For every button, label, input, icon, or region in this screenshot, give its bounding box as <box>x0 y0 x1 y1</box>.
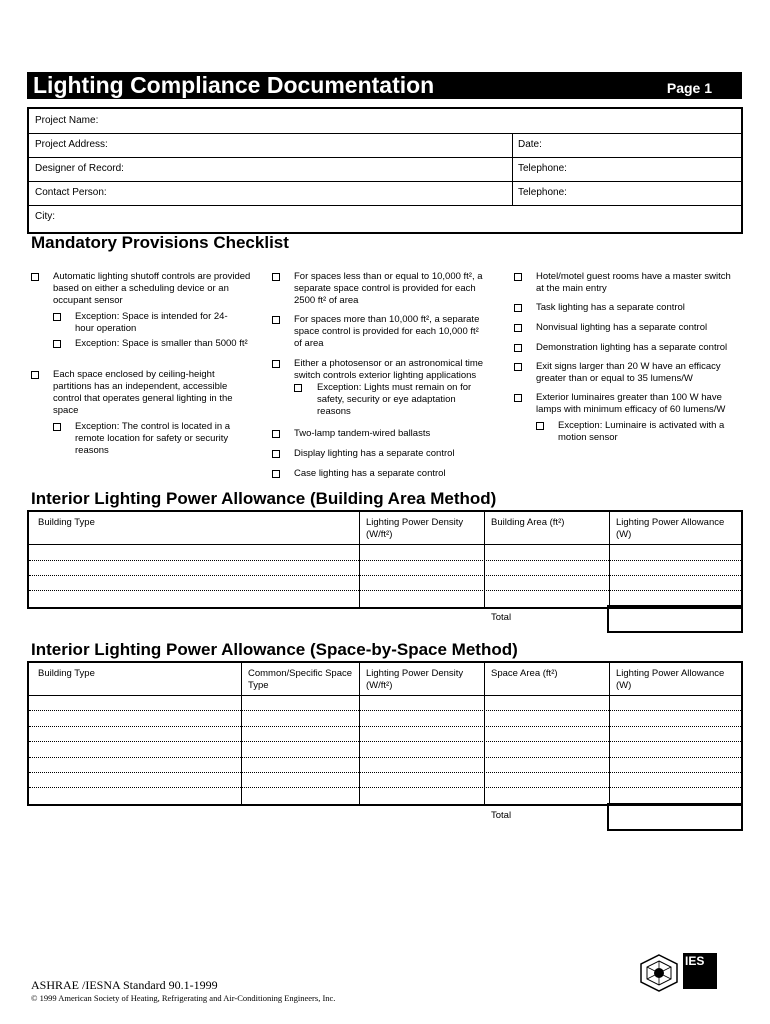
title-bar <box>27 72 742 99</box>
project-address-label: Project Address: <box>35 139 108 150</box>
checklist-item[interactable]: Exit signs larger than 20 W have an efficacy greater than or equal to 35 lumens/W <box>514 361 744 392</box>
checklist-item[interactable]: Each space enclosed by ceiling-height partitions has an independent, accessible control that operates general lighting in the space <box>31 369 251 421</box>
total-input[interactable] <box>607 605 743 633</box>
column-line <box>609 512 610 607</box>
date-label: Date: <box>518 139 542 150</box>
checkbox-icon[interactable] <box>31 371 39 379</box>
checkbox-icon[interactable] <box>272 450 280 458</box>
checkbox-icon[interactable] <box>272 273 280 281</box>
checklist-column-2 <box>272 271 502 484</box>
checklist-item[interactable]: Automatic lighting shutoff controls are provided based on either a scheduling device or an occupant sensor <box>31 271 251 311</box>
row-line <box>29 787 741 788</box>
row-divider <box>512 157 513 181</box>
checklist-item[interactable]: Exception: Space is smaller than 5000 ft² <box>31 338 251 369</box>
column-header: Common/Specific Space Type <box>248 668 353 691</box>
checklist-item[interactable]: Exception: Luminaire is activated with a motion sensor <box>514 420 744 446</box>
checklist-item[interactable]: Nonvisual lighting has a separate control <box>514 322 744 342</box>
row-line <box>29 726 741 727</box>
project-info-box <box>27 107 743 234</box>
checkbox-icon[interactable] <box>514 324 522 332</box>
checklist-item[interactable]: Hotel/motel guest rooms have a master switch at the main entry <box>514 271 744 302</box>
project-name-row[interactable] <box>29 109 741 134</box>
checkbox-icon[interactable] <box>53 340 61 348</box>
checklist-item[interactable]: For spaces less than or equal to 10,000 ft², a separate space control is provided for each 2500 ft² of area <box>272 271 502 314</box>
project-name-label: Project Name: <box>35 115 99 126</box>
building-area-table <box>27 510 743 609</box>
page-title: Lighting Compliance Documentation <box>33 72 435 98</box>
checklist-item[interactable]: Exception: Space is intended for 24-hour operation <box>31 311 251 338</box>
checkbox-icon[interactable] <box>514 273 522 281</box>
checkbox-icon[interactable] <box>272 470 280 478</box>
checklist-item[interactable]: Exception: Lights must remain on for safety, security or eye adaptation reasons <box>272 382 502 428</box>
column-header: Space Area (ft²) <box>491 668 558 679</box>
row-line <box>29 757 741 758</box>
checklist-item[interactable]: Task lighting has a separate control <box>514 302 744 322</box>
checklist-item[interactable]: Display lighting has a separate control <box>272 448 502 468</box>
checkbox-icon[interactable] <box>514 304 522 312</box>
row-line <box>29 590 741 591</box>
telephone-label: Telephone: <box>518 163 567 174</box>
ashrae-emblem-icon <box>638 953 680 993</box>
checkbox-icon[interactable] <box>536 422 544 430</box>
checklist-item[interactable]: Either a photosensor or an astronomical time switch controls exterior lighting applications <box>272 358 502 382</box>
column-line <box>241 663 242 804</box>
checkbox-icon[interactable] <box>514 394 522 402</box>
row-divider <box>512 181 513 205</box>
checkbox-icon[interactable] <box>514 363 522 371</box>
row-line <box>29 560 741 561</box>
row-line <box>29 710 741 711</box>
column-header: Building Type <box>38 517 95 528</box>
checklist-item[interactable]: Case lighting has a separate control <box>272 468 502 484</box>
space-by-space-table <box>27 661 743 806</box>
checklist-item[interactable]: Demonstration lighting has a separate control <box>514 342 744 361</box>
designer-label: Designer of Record: <box>35 163 124 174</box>
project-address-row[interactable] <box>29 133 741 158</box>
page-number: Page 1 <box>666 80 712 96</box>
checkbox-icon[interactable] <box>272 360 280 368</box>
column-header: Building Area (ft²) <box>491 517 565 528</box>
city-label: City: <box>35 211 55 222</box>
standard-label: ASHRAE /IESNA Standard 90.1-1999 <box>31 978 218 992</box>
column-header: Lighting Power Density (W/ft²) <box>366 517 464 540</box>
telephone-label: Telephone: <box>518 187 567 198</box>
ies-logo <box>683 953 717 989</box>
checkbox-icon[interactable] <box>272 316 280 324</box>
column-line <box>359 663 360 804</box>
row-line <box>29 741 741 742</box>
row-line <box>29 575 741 576</box>
column-header: Lighting Power Allowance (W) <box>616 668 725 691</box>
checklist-column-1 <box>31 271 251 461</box>
row-line <box>29 695 741 696</box>
building-area-heading: Interior Lighting Power Allowance (Building Area Method) <box>31 489 497 508</box>
checklist-item[interactable]: Exterior luminaires greater than 100 W have lamps with minimum efficacy of 60 lumens/W <box>514 392 744 420</box>
column-header: Lighting Power Allowance (W) <box>616 517 725 540</box>
checklist-heading: Mandatory Provisions Checklist <box>31 233 289 252</box>
checkbox-icon[interactable] <box>272 430 280 438</box>
row-line <box>29 544 741 545</box>
column-line <box>484 512 485 607</box>
contact-label: Contact Person: <box>35 187 107 198</box>
column-header: Lighting Power Density (W/ft²) <box>366 668 464 691</box>
copyright-label: © 1999 American Society of Heating, Refrigerating and Air-Conditioning Engineers, Inc. <box>31 993 336 1003</box>
contact-row[interactable] <box>29 181 741 206</box>
checkbox-icon[interactable] <box>294 384 302 392</box>
ies-logo-text: IES <box>685 954 705 968</box>
checkbox-icon[interactable] <box>53 423 61 431</box>
checkbox-icon[interactable] <box>53 313 61 321</box>
checklist-item[interactable]: Two-lamp tandem-wired ballasts <box>272 428 502 448</box>
checklist-item[interactable]: For spaces more than 10,000 ft², a separate space control is provided for each 10,000 ft² of area <box>272 314 502 358</box>
checklist-item[interactable]: Exception: The control is located in a remote location for safety or security reasons <box>31 421 251 461</box>
space-by-space-heading: Interior Lighting Power Allowance (Space-by-Space Method) <box>31 640 518 659</box>
row-line <box>29 772 741 773</box>
column-line <box>359 512 360 607</box>
city-row[interactable] <box>29 205 741 232</box>
column-line <box>484 663 485 804</box>
checklist-column-3 <box>514 271 744 446</box>
checkbox-icon[interactable] <box>31 273 39 281</box>
checkbox-icon[interactable] <box>514 344 522 352</box>
total-input[interactable] <box>607 803 743 831</box>
designer-row[interactable] <box>29 157 741 182</box>
row-divider <box>512 133 513 157</box>
total-label: Total <box>491 810 512 821</box>
total-label: Total <box>491 612 512 623</box>
column-header: Building Type <box>38 668 95 679</box>
column-line <box>609 663 610 804</box>
